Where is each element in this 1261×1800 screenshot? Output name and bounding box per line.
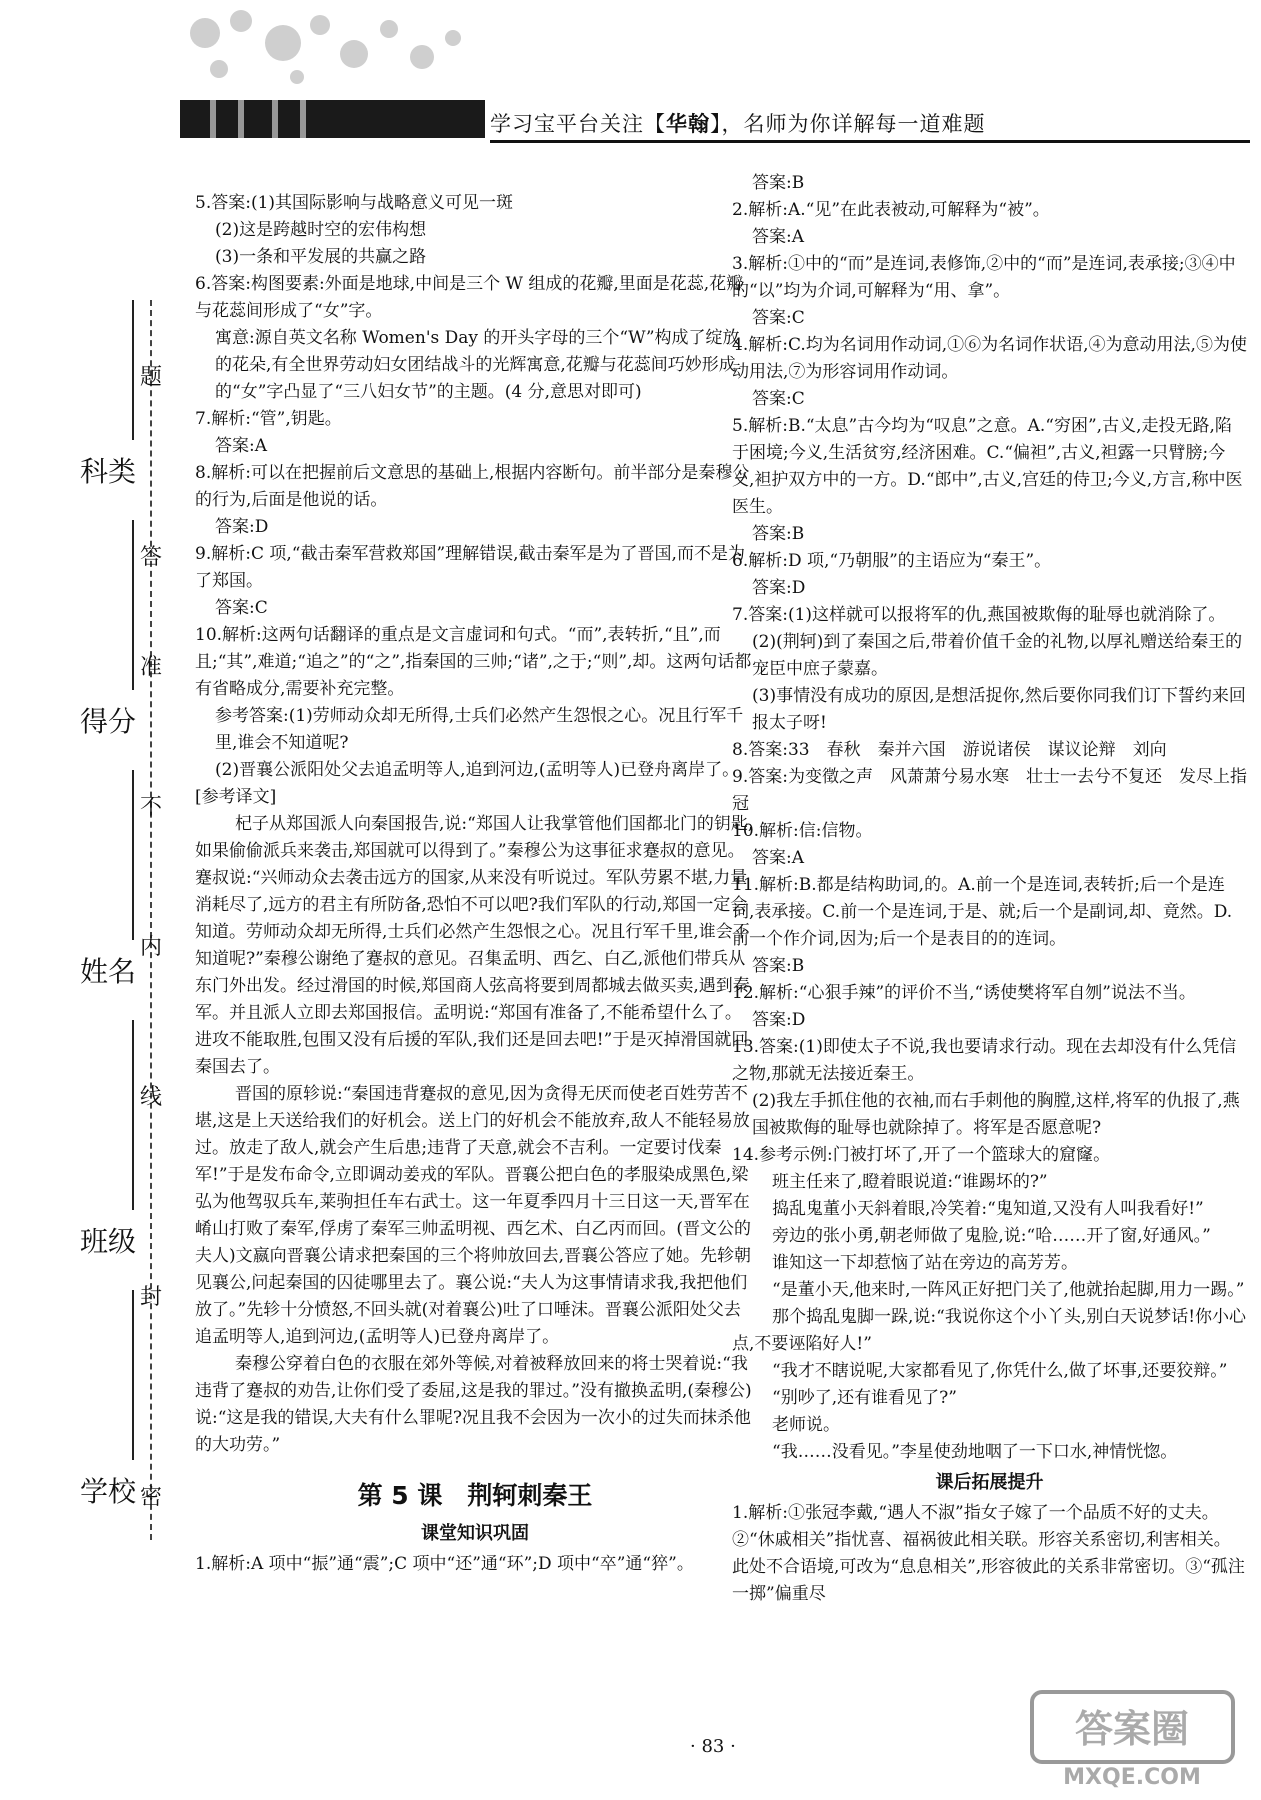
answer-item: (3)一条和平发展的共赢之路 — [215, 247, 427, 267]
answer-item: (2)我左手抓住他的衣袖,而右手刺他的胸膛,这样,将军的仇报了,燕国被欺侮的耻辱也就除掉了。将军是否愿意呢? — [752, 1091, 1240, 1138]
answer-item: 答案:A — [752, 227, 805, 247]
seal-char: 答 — [140, 545, 163, 570]
section-title: 课堂知识巩固 — [421, 1523, 529, 1544]
translation-paragraph: 杞子从郑国派人向秦国报告,说:“郑国人让我掌管他们国都北门的钥匙,如果偷偷派兵来袭击,郑国就可以得到了。”秦穆公为这事征求蹇叔的意见。蹇叔说:“兴师动众去袭击远方的国家,从来没有听说过。军队劳累不堪,力量消耗尽了,远方的君主有所防备,恐怕不可以吧?我们军队的行动,郑国一定会知道。劳师动众却无所得,士兵们必然产生怨恨之心。况且行军千里,谁会不知道呢?”秦穆公谢绝了蹇叔的意见。召集孟明、西乞、白乙,派他们带兵从东门外出发。经过滑国的时候,郑国商人弦高将要到周都城去做买卖,遇到秦军。并且派人立即去郑国报信。孟明说:“郑国有准备了,不能希望什么了。进攻不能取胜,包围又没有后援的军队,我们还是回去吧!”于是灭掉滑国就回秦国去了。 — [195, 814, 754, 1077]
translation-heading: [参考译文] — [195, 787, 277, 807]
answer-item: 6.答案:构图要素:外面是地球,中间是三个 W 组成的花瓣,里面是花蕊,花瓣与花蕊间形成了“女”字。 — [195, 274, 744, 321]
translation-paragraph: 秦穆公穿着白色的衣服在郊外等候,对着被释放回来的将士哭着说:“我违背了蹇叔的劝告,让你们受了委屈,这是我的罪过。”没有撤换孟明,(秦穆公)说:“这是我的错误,大夫有什么罪呢?况且我不会因为一次小的过失而抹杀他的大功劳。” — [195, 1354, 752, 1455]
seal-line — [150, 300, 152, 1540]
answer-item: 参考答案:(1)劳师动众却无所得,士兵们必然产生怨恨之心。况且行军千里,谁会不知道呢? — [215, 706, 744, 753]
binding-strip — [50, 300, 163, 1540]
answer-item: 7.解析:“管”,钥匙。 — [195, 409, 342, 429]
left-column — [195, 190, 755, 1578]
answer-item: 5.答案:(1)其国际影响与战略意义可见一斑 — [195, 193, 514, 213]
story-line: 班主任来了,瞪着眼说道:“谁踢坏的?” — [772, 1172, 1048, 1192]
answer-item: 10.解析:这两句话翻译的重点是文言虚词和句式。“而”,表转折,“且”,而且;“其”,难道;“追之”的“之”,指秦国的三帅;“诸”,之于;“则”,却。这两句话都有省略成分,需要补充完整。 — [195, 625, 752, 699]
answer-item: 答案:D — [752, 1010, 806, 1030]
answer-item: 答案:A — [752, 848, 805, 868]
answer-item: (2)这是跨越时空的宏伟构想 — [215, 220, 427, 240]
answer-item: 9.答案:为变徵之声 风萧萧兮易水寒 壮士一去兮不复还 发尽上指冠 — [732, 767, 1247, 814]
answer-item: 2.解析:A.“见”在此表被动,可解释为“被”。 — [732, 200, 1050, 220]
answer-item: 8.解析:可以在把握前后文意思的基础上,根据内容断句。前半部分是秦穆公的行为,后面是他说的话。 — [195, 463, 750, 510]
story-line: 旁边的张小勇,朝老师做了鬼脸,说:“哈……开了窗,好通风。” — [772, 1226, 1211, 1246]
seal-char: 不 — [140, 795, 163, 820]
story-line: “我才不瞎说呢,大家都看见了,你凭什么,做了坏事,还要狡辩。” — [772, 1361, 1228, 1381]
story-line: 捣乱鬼董小天斜着眼,冷笑着:“鬼知道,又没有人叫我看好!” — [772, 1199, 1204, 1219]
section-title: 课后拓展提升 — [935, 1472, 1044, 1493]
seal-char: 封 — [140, 1285, 163, 1310]
answer-item: 寓意:源自英文名称 Women's Day 的开头字母的三个“W”构成了绽放的花朵,有全世界劳动妇女团结战斗的光辉寓意,花瓣与花蕊间巧妙形成的“女”字凸显了“三八妇女节”的主题。(4 分,意思对即可) — [215, 328, 740, 402]
answer-item: 1.解析:①张冠李戴,“遇人不淑”指女子嫁了一个品质不好的丈夫。②“休戚相关”指忧喜、福祸彼此相关联。形容关系密切,利害相关。此处不合语境,可改为“息息相关”,形容彼此的关系非常密切。③“孤注一掷”偏重尽 — [732, 1503, 1245, 1604]
answer-item: 14.参考示例:门被打坏了,开了一个篮球大的窟窿。 — [732, 1145, 1111, 1165]
answer-item: 1.解析:A 项中“振”通“震”;C 项中“还”通“环”;D 项中“卒”通“猝”。 — [195, 1554, 694, 1574]
school-label: 学校 — [80, 1475, 137, 1508]
header-rule — [490, 140, 1250, 143]
svg-text:MXQE.COM: MXQE.COM — [1063, 1765, 1201, 1790]
answer-item: 6.解析:D 项,“乃朝服”的主语应为“秦王”。 — [732, 551, 1052, 571]
answer-item: 11.解析:B.都是结构助词,的。A.前一个是连词,表转折;后一个是连词,表承接。C.前一个是连词,于是、就;后一个是副词,却、竟然。D.前一个作介词,因为;后一个是表目的的连词。 — [732, 875, 1233, 949]
page-number: · 83 · — [690, 1736, 736, 1757]
header-banner-image — [180, 100, 485, 138]
seal-char: 准 — [140, 655, 163, 680]
story-line: “我……没看见。”李星使劲地咽了一下口水,神情恍惚。 — [772, 1442, 1178, 1462]
class-label: 班级 — [80, 1225, 137, 1258]
story-line: 那个捣乱鬼脚一跺,说:“我说你这个小丫头,别白天说梦话!你小心点,不要诬陷好人!” — [732, 1307, 1247, 1354]
answer-item: 答案:B — [752, 173, 805, 193]
answer-item: 13.答案:(1)即使太子不说,我也要请求行动。现在去却没有什么凭信之物,那就无法接近秦王。 — [732, 1037, 1237, 1084]
answer-item: 答案:B — [752, 956, 805, 976]
answer-item: 7.答案:(1)这样就可以报将军的仇,燕国被欺侮的耻辱也就消除了。 — [732, 605, 1226, 625]
answer-item: 10.解析:信:信物。 — [732, 821, 873, 841]
answer-item: 答案:D — [215, 517, 269, 537]
answer-item: (2)晋襄公派阳处父去追孟明等人,追到河边,(孟明等人)已登舟离岸了。 — [215, 760, 740, 780]
answer-item: 答案:C — [752, 308, 805, 328]
answer-item: 8.答案:33 春秋 秦并六国 游说诸侯 谋议论辩 刘向 — [732, 740, 1167, 760]
seal-char: 题 — [140, 365, 163, 390]
story-line: “别吵了,还有谁看见了?” — [772, 1388, 957, 1408]
answer-item: 答案:A — [215, 436, 268, 456]
translation-paragraph: 晋国的原轸说:“秦国违背蹇叔的意见,因为贪得无厌而使老百姓劳苦不堪,这是上天送给我们的好机会。送上门的好机会不能放弃,敌人不能轻易放过。放走了敌人,就会产生后患;违背了天意,就会不吉利。一定要讨伐秦军!”于是发布命令,立即调动姜戎的军队。晋襄公把白色的孝服染成黑色,梁弘为他驾驭兵车,莱驹担任车右武士。这一年夏季四月十三日这一天,晋军在崤山打败了秦军,俘虏了秦军三帅孟明视、西乞术、白乙丙而回。(晋文公的夫人)文嬴向晋襄公请求把秦国的三个将帅放回去,晋襄公答应了她。先轸朝见襄公,问起秦国的囚徒哪里去了。襄公说:“夫人为这事情请求我,我把他们放了。”先轸十分愤怒,不回头就(对着襄公)吐了口唾沫。晋襄公派阳处父去追孟明等人,追到河边,(孟明等人)已登舟离岸了。 — [195, 1084, 752, 1347]
right-column — [732, 170, 1247, 1608]
answer-item: 答案:C — [215, 598, 268, 618]
answer-item: (3)事情没有成功的原因,是想活捉你,然后要你同我们订下誓约来回报太子呀! — [752, 686, 1246, 733]
seal-char: 密 — [140, 1485, 163, 1510]
answer-item: 答案:D — [752, 578, 806, 598]
story-line: 谁知这一下却惹恼了站在旁边的高芳芳。 — [772, 1253, 1078, 1273]
name-label: 姓名 — [80, 955, 137, 988]
answer-item: (2)(荆轲)到了秦国之后,带着价值千金的礼物,以厚礼赠送给秦王的宠臣中庶子蒙嘉。 — [752, 632, 1243, 679]
answer-item: 答案:C — [752, 389, 805, 409]
svg-text:答案圈: 答案圈 — [1074, 1707, 1190, 1751]
answer-item: 12.解析:“心狠手辣”的评价不当,“诱使樊将军自刎”说法不当。 — [732, 983, 1196, 1003]
answer-item: 答案:B — [752, 524, 805, 544]
story-line: “是董小天,他来时,一阵风正好把门关了,他就抬起脚,用力一踢。” — [772, 1280, 1245, 1300]
answer-item: 5.解析:B.“太息”古今均为“叹息”之意。A.“穷困”,古义,走投无路,陷于困境;今义,生活贫穷,经济困难。C.“偏袒”,古义,袒露一只臂膀;今义,袒护双方中的一方。D.“郎中”,古义,宫廷的侍卫;今义,方言,称中医医生。 — [732, 416, 1243, 517]
subject-label: 科类 — [80, 455, 137, 488]
seal-char: 内 — [140, 935, 163, 960]
answer-item: 4.解析:C.均为名词用作动词,①⑥为名词作状语,④为意动用法,⑤为使动用法,⑦为形容词用作动词。 — [732, 335, 1247, 382]
answer-item: 3.解析:①中的“而”是连词,表修饰,②中的“而”是连词,表承接;③④中的“以”均为介词,可解释为“用、拿”。 — [732, 254, 1236, 301]
answer-item: 9.解析:C 项,“截击秦军营救郑国”理解错误,截击秦军是为了晋国,而不是为了郑国。 — [195, 544, 745, 591]
seal-char: 线 — [140, 1085, 163, 1110]
page-header — [0, 0, 1261, 160]
story-line: 老师说。 — [772, 1415, 840, 1435]
watermark-logo — [1030, 1690, 1235, 1790]
score-label: 得分 — [80, 705, 137, 738]
header-slogan: 学习宝平台关注【华翰】，名师为你详解每一道难题 — [490, 112, 986, 136]
lesson-title: 第 5 课 荆轲刺秦王 — [357, 1481, 593, 1510]
